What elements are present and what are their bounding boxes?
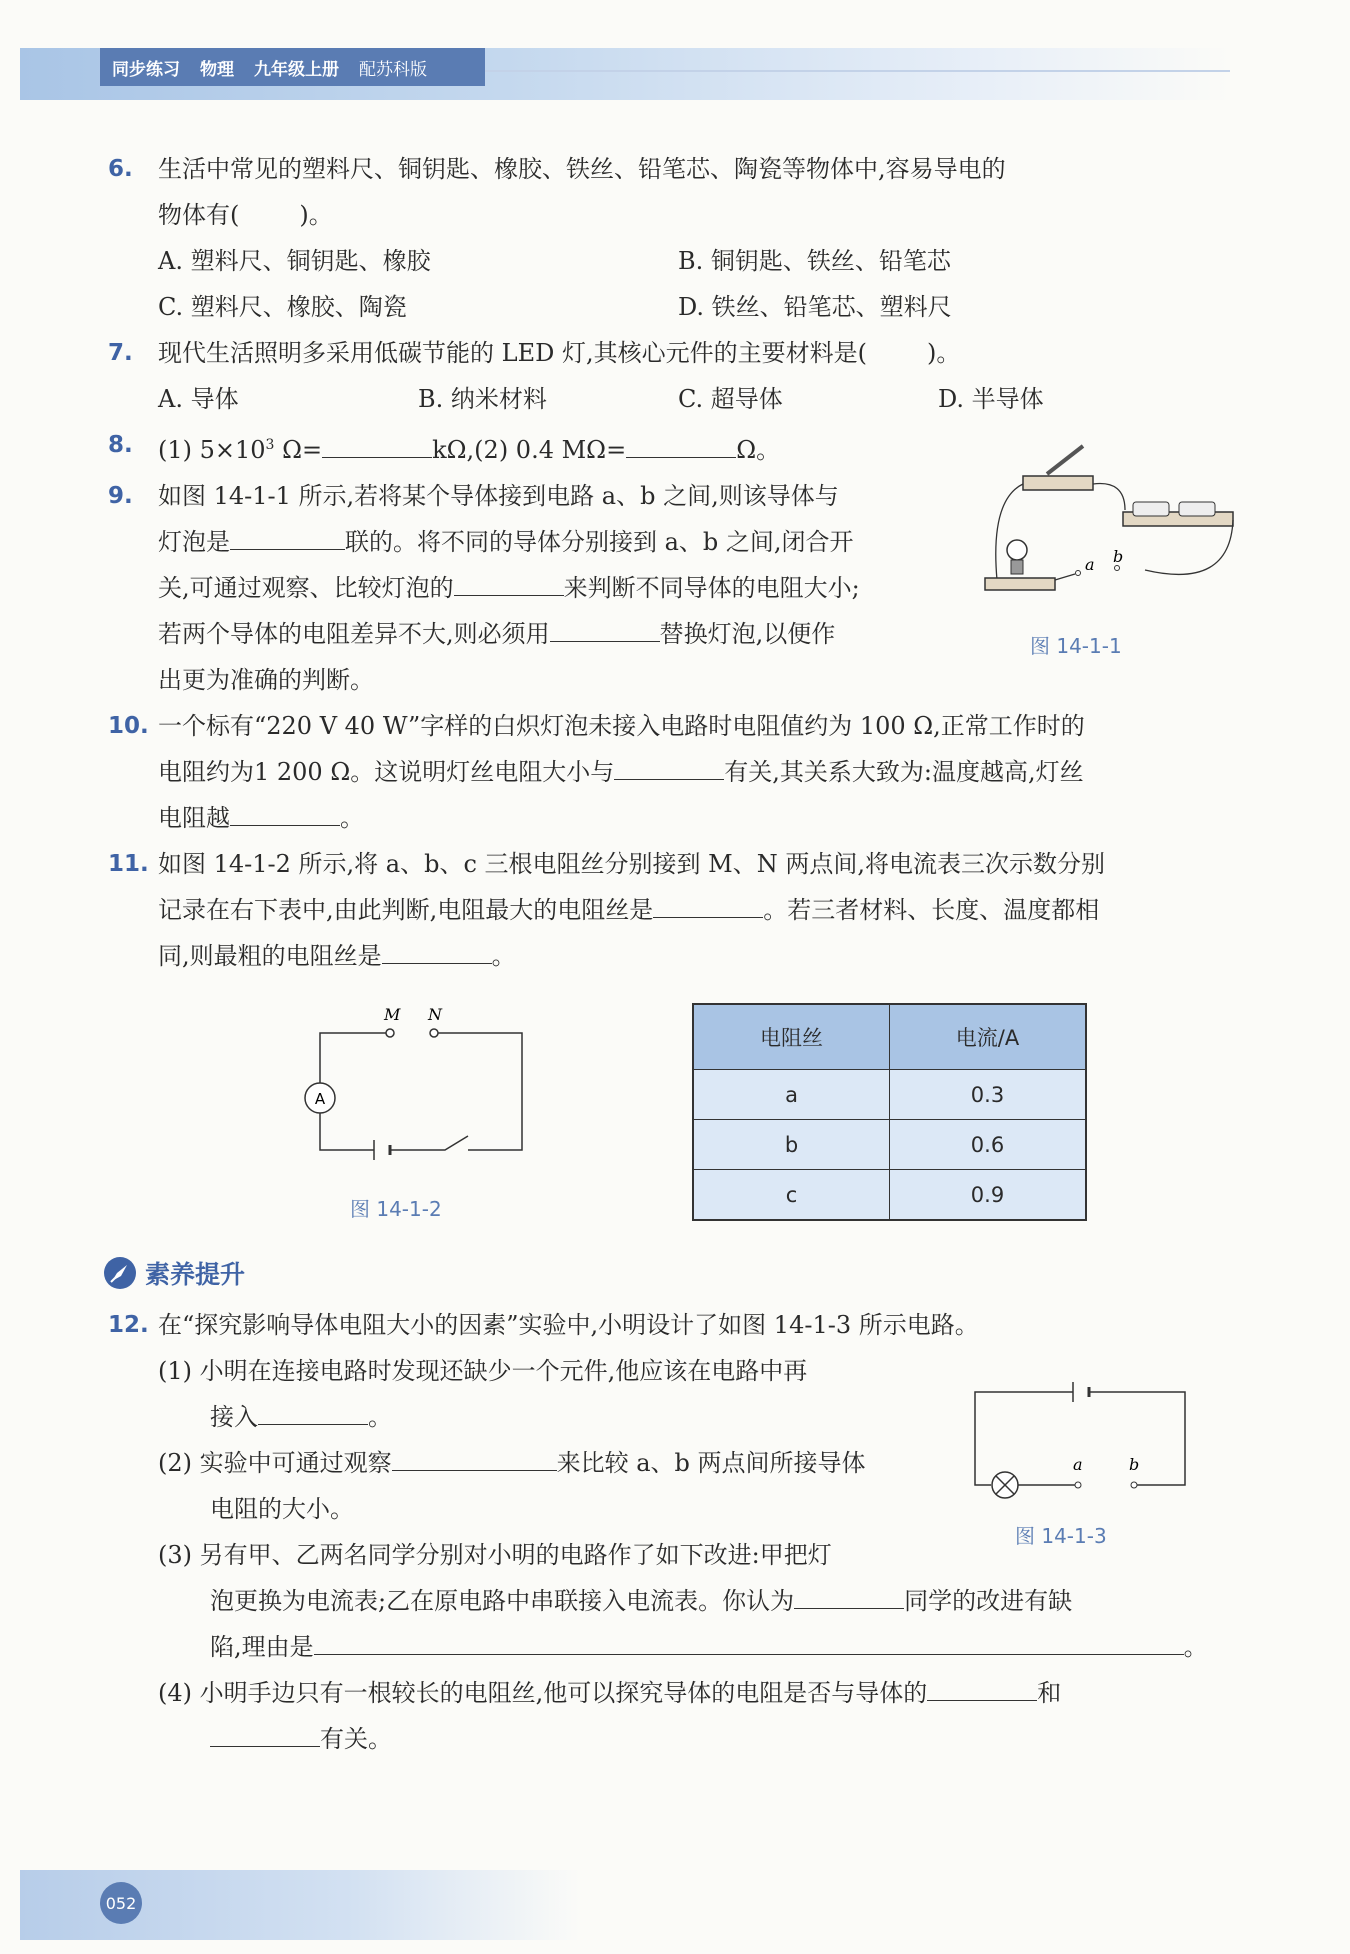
answer-blank[interactable] [314,1628,1184,1655]
question-text: 电阻约为1 200 Ω。这说明灯丝电阻大小与 [158,758,615,786]
question-text: 现代生活照明多采用低碳节能的 LED 灯,其核心元件的主要材料是( [158,339,867,367]
lamp-socket [1011,560,1023,574]
answer-blank[interactable] [322,431,432,458]
question-text: 。 [368,1403,392,1431]
figure-caption: 图 14-1-1 [1030,634,1122,658]
question-text: 来判断不同导体的电阻大小; [563,574,860,602]
question-text: 如图 14-1-1 所示,若将某个导体接到电路 a、b 之间,则该导体与 [158,482,839,510]
label-n: N [428,1005,442,1024]
question-number: 8. [108,432,133,458]
option-d: D. 半导体 [938,385,1044,413]
question-text: kΩ,(2) 0.4 MΩ= [432,436,627,464]
label-m: M [384,1005,401,1024]
question-number: 9. [108,483,133,509]
question-text: 陷,理由是 [210,1633,314,1661]
switch-base [1023,476,1093,490]
label-a: a [1073,1455,1083,1474]
label-b: b [1129,1455,1140,1474]
question-text: 同学的改进有缺 [904,1587,1073,1615]
question-text: Ω= [274,436,323,464]
terminal-b [1115,566,1120,571]
rocket-icon [103,1256,137,1290]
terminal-a [1076,571,1081,576]
page-number: 052 [100,1882,142,1924]
question-text: 。 [491,942,516,970]
label-a: a [1085,555,1095,574]
header-rule [485,70,1230,72]
question-text: 记录在右下表中,由此判断,电阻最大的电阻丝是 [158,896,654,924]
figure-14-1-1 [975,440,1235,600]
section-heading [103,1255,245,1291]
figure-14-1-2 [290,1000,540,1170]
answer-blank[interactable] [454,569,564,596]
answer-blank[interactable] [927,1674,1037,1701]
answer-blank[interactable] [210,1720,320,1747]
lamp [1007,540,1027,560]
answer-blank[interactable] [794,1582,904,1609]
question-number: 10. [108,713,149,739]
figure-14-1-3 [965,1370,1195,1510]
question-text: (1) 5×10 [158,436,266,464]
question-text: (2) 实验中可通过观察 [158,1449,392,1477]
option-d: D. 铁丝、铅笔芯、塑料尺 [678,293,952,321]
question-text: 泡更换为电流表;乙在原电路中串联接入电流表。你认为 [210,1587,795,1615]
question-text: )。 [926,339,961,367]
question-text: 在“探究影响导体电阻大小的因素”实验中,小明设计了如图 14-1-3 所示电路。 [158,1311,979,1339]
question-text: (1) 小明在连接电路时发现还缺少一个元件,他应该在电路中再 [158,1357,808,1385]
table-cell: 0.6 [890,1120,1087,1170]
question-number: 7. [108,340,133,366]
question-text: (4) 小明手边只有一根较长的电阻丝,他可以探究导体的电阻是否与导体的 [158,1679,928,1707]
table-header: 电流/A [890,1004,1087,1070]
wire [320,1033,386,1084]
label-b: b [1113,547,1124,566]
figure-caption: 图 14-1-3 [1015,1524,1107,1548]
option-c: C. 塑料尺、橡胶、陶瓷 [158,293,407,321]
question-text: Ω。 [736,436,781,464]
header-grade: 九年级上册 [254,59,339,80]
wire [438,1033,522,1150]
q7-options [158,376,1238,422]
option-a: A. 导体 [158,385,239,413]
figure-caption: 图 14-1-2 [350,1197,442,1221]
answer-blank[interactable] [392,1444,557,1471]
question-10 [108,703,1238,841]
option-a: A. 塑料尺、铜钥匙、橡胶 [158,247,431,275]
table-cell: b [693,1120,890,1170]
battery [1179,502,1215,516]
question-text: 如图 14-1-2 所示,将 a、b、c 三根电阻丝分别接到 M、N 两点间,将电流表三次示数分别 [158,850,1106,878]
question-text: 灯泡是 [158,528,230,556]
question-text: 出更为准确的判断。 [158,666,374,694]
answer-blank[interactable] [230,799,340,826]
question-text: 有关,其关系大致为:温度越高,灯丝 [724,758,1084,786]
question-6 [108,146,1238,238]
question-text: 电阻的大小。 [210,1495,354,1523]
question-number: 11. [108,851,149,877]
question-text: 联的。将不同的导体分别接到 a、b 之间,闭合开 [345,528,854,556]
option-b: B. 铜钥匙、铁丝、铅笔芯 [678,247,951,275]
terminal-b [1131,1482,1137,1488]
table-header: 电阻丝 [693,1004,890,1070]
option-b: B. 纳米材料 [418,385,547,413]
switch [390,1136,468,1150]
wire [1093,484,1125,510]
header-edition: 配苏科版 [359,59,427,80]
question-text: 替换灯泡,以便作 [659,620,836,648]
answer-blank[interactable] [614,753,724,780]
switch-lever [1047,446,1083,474]
ammeter-label: A [314,1090,326,1108]
question-text: 。若三者材料、长度、温度都相 [763,896,1100,924]
table-header-row [693,1004,1086,1070]
answer-blank[interactable] [550,615,660,642]
option-c: C. 超导体 [678,385,783,413]
question-text: (3) 另有甲、乙两名同学分别对小明的电路作了如下改进:甲把灯 [158,1541,832,1569]
q6-options [158,238,1238,330]
answer-blank[interactable] [626,431,736,458]
section-title: 素养提升 [145,1260,246,1289]
question-text: 若两个导体的电阻差异不大,则必须用 [158,620,550,648]
answer-blank[interactable] [258,1398,368,1425]
question-text: 接入 [210,1403,258,1431]
table-cell: a [693,1070,890,1120]
answer-blank[interactable] [382,937,492,964]
table-row [693,1170,1086,1221]
battery [1133,502,1169,516]
question-text: 。 [340,804,364,832]
header-subject: 物理 [200,59,234,80]
question-number: 6. [108,156,133,182]
table-cell: 0.3 [890,1070,1087,1120]
question-text: 生活中常见的塑料尺、铜钥匙、橡胶、铁丝、铅笔芯、陶瓷等物体中,容易导电的 [158,155,1006,183]
terminal-a [1075,1482,1081,1488]
answer-blank[interactable] [653,891,763,918]
terminal-m [386,1029,394,1037]
header-series: 同步练习 [112,59,180,80]
question-text: 电阻越 [158,804,230,832]
wire [1145,520,1233,574]
question-text: 同,则最粗的电阻丝是 [158,942,382,970]
question-11 [108,841,1238,979]
question-number: 12. [108,1312,149,1338]
exponent: 3 [265,437,275,453]
table-cell: 0.9 [890,1170,1087,1221]
table-row [693,1120,1086,1170]
question-9 [108,473,968,703]
wire [1055,574,1075,580]
question-text: 来比较 a、b 两点间所接导体 [556,1449,866,1477]
question-text: 。 [1183,1633,1208,1661]
question-text: 关,可通过观察、比较灯泡的 [158,574,454,602]
terminal-n [430,1029,438,1037]
header [112,54,427,80]
question-text: 物体有( [158,201,240,229]
answer-blank[interactable] [230,523,345,550]
question-text: 和 [1037,1679,1062,1707]
data-table [692,1003,1087,1221]
question-7 [108,330,1238,376]
question-text: 有关。 [320,1725,392,1753]
wire [320,1112,374,1150]
lamp-base [985,578,1055,590]
question-text: )。 [299,201,333,229]
question-text: 一个标有“220 V 40 W”字样的白炽灯泡未接入电路时电阻值约为 100 Ω,正常工作时的 [158,712,1085,740]
table-cell: c [693,1170,890,1221]
wire [975,1392,1073,1485]
table-row [693,1070,1086,1120]
